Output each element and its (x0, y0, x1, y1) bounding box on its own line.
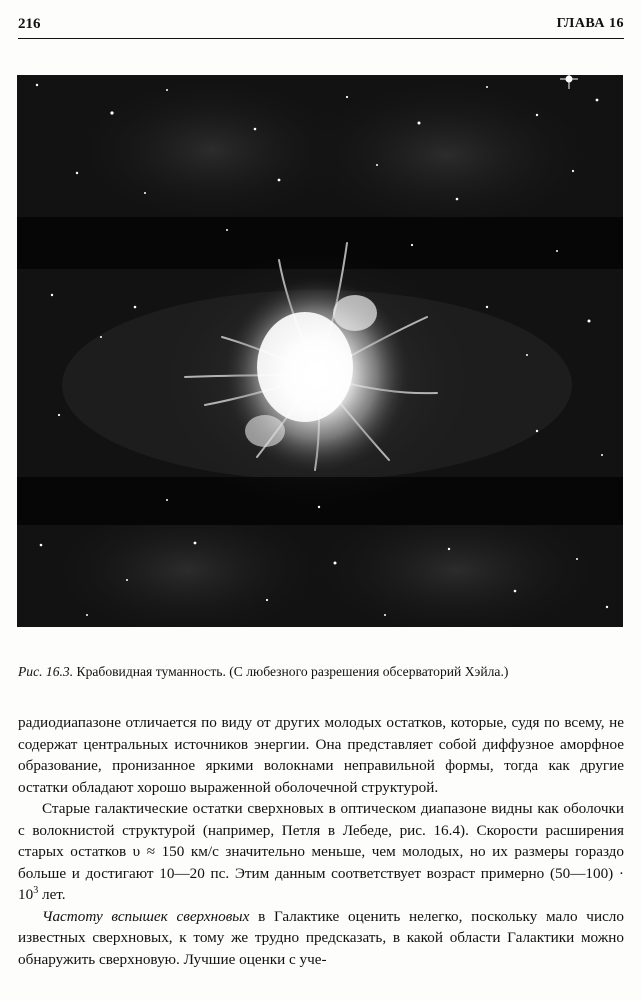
paragraph-2 (18, 798, 624, 906)
paragraph-2-text: Старые галактические остатки сверхновых в оптическом диапазоне видны как оболочки с волокнистой структурой (например, Петля в Лебеде, рис. 16.4). Скорости расширения старых остатков υ ≈ 150 км/с значительно меньше, чем молодых, но их размеры гораздо больше и достигают 10—20 пс. Этим данным соответствует возраст примерно (50—100) · 10 (18, 800, 624, 903)
paragraph-3-emphasis: Частоту вспышек сверхновых (42, 907, 250, 925)
header-rule (18, 38, 624, 39)
paragraph-3-text: в Галактике оценить нелегко, поскольку мало число известных сверхновых, к тому же трудно предсказать, в какой области Галактики можно обнаружить сверхновую. Лучшие оценки с уче- (18, 907, 624, 968)
paragraph-2-end: лет. (38, 886, 66, 903)
paragraph-2-exponent: 3 (33, 884, 39, 896)
paragraph-1: радиодиапазоне отличается по виду от других молодых остатков, которые, судя по всему, не содержат центральных источников энергии. Она представляет собой диффузное аморфное образование, пронизанное яркими волокнами неправильной формы, тогда как другие остатки обладают хорошо выраженной оболочечной структурой. (18, 714, 624, 796)
figure-label: Рис. 16.3. (18, 664, 74, 679)
figure-caption-text: Крабовидная туманность. (С любезного разрешения обсерваторий Хэйла.) (73, 664, 509, 679)
figure-caption (18, 663, 624, 681)
page-number: 216 (18, 16, 41, 32)
running-head: ГЛАВА 16 (556, 16, 624, 31)
paragraph-3 (18, 906, 624, 971)
crab-nebula-photo (17, 75, 623, 627)
body-text (18, 712, 624, 970)
